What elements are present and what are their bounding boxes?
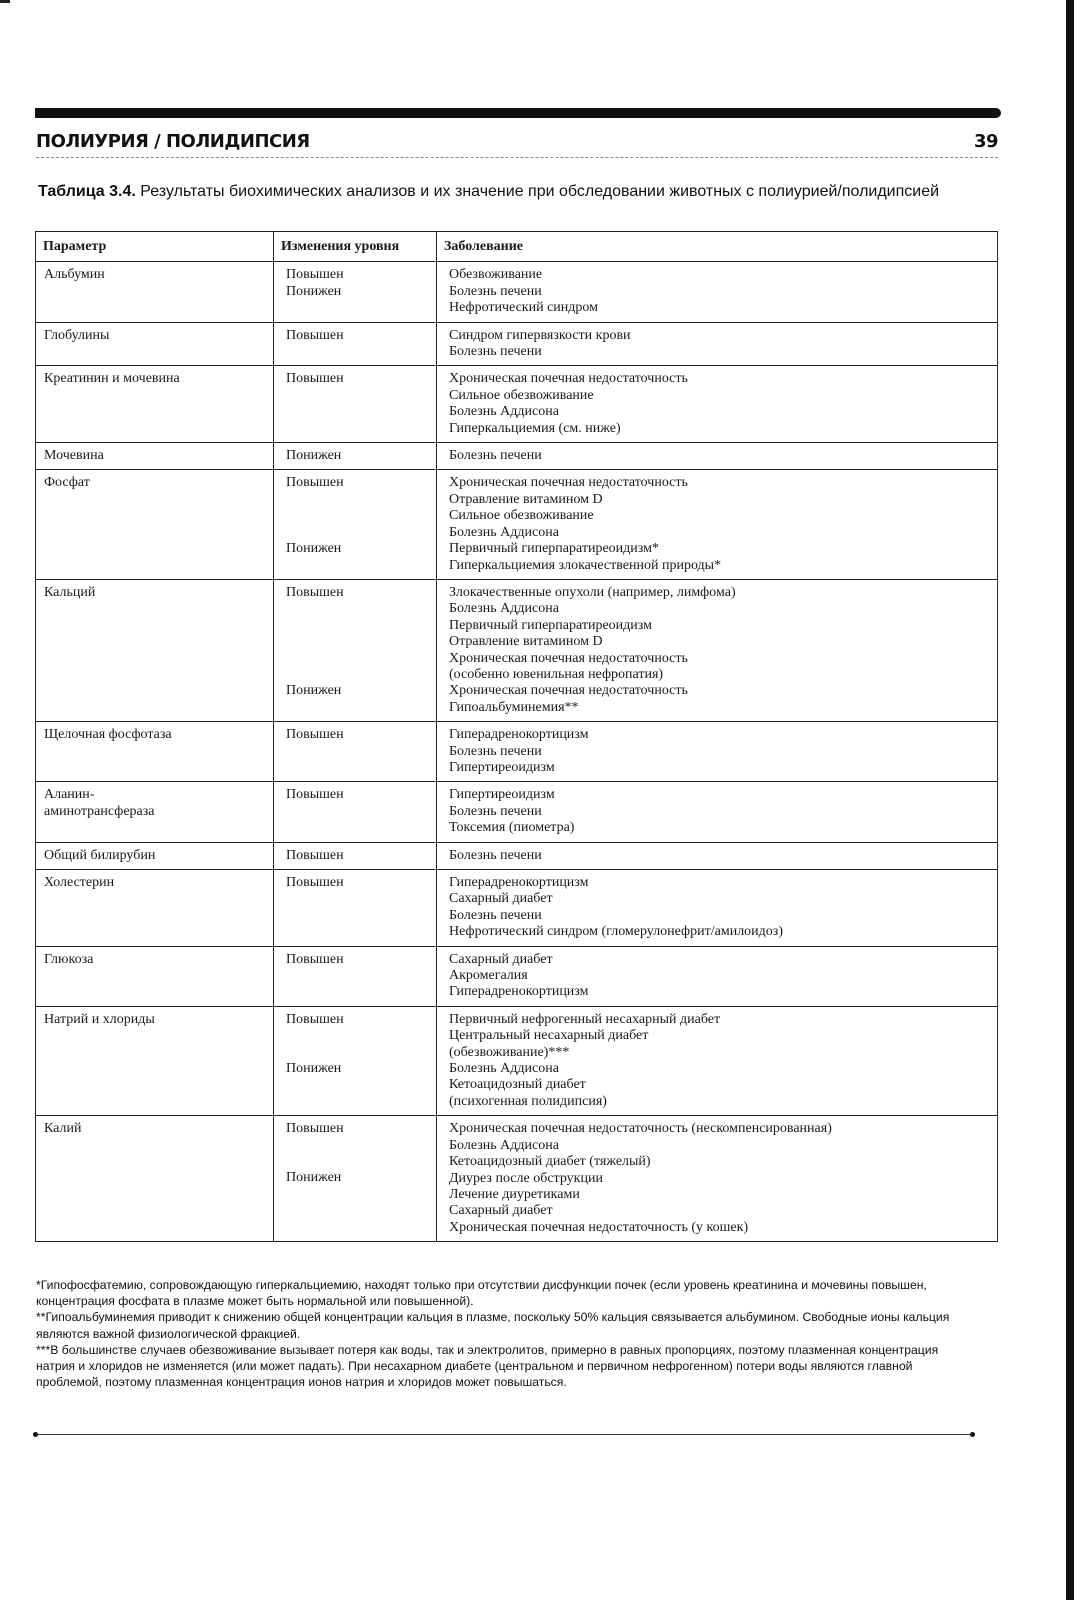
disease-line: Лечение диуретиками: [449, 1186, 580, 1202]
level-line: Повышен: [286, 371, 344, 387]
table-row: [36, 262, 998, 322]
level-line: Повышен: [286, 475, 344, 491]
disease-cell: [437, 322, 998, 366]
parameter-cell: [36, 262, 274, 322]
parameter-cell: [36, 1006, 274, 1115]
level-line: Понижен: [286, 283, 342, 299]
level-line: Понижен: [286, 541, 342, 557]
disease-line: Нефротический синдром: [449, 300, 599, 316]
disease-line: Болезнь печени: [449, 847, 542, 863]
footnotes: [36, 1277, 980, 1390]
level-line: [286, 525, 430, 541]
disease-line: Хроническая почечная недостаточность (нескомпенсированная): [449, 1121, 832, 1137]
column-header-disease: Заболевание: [437, 232, 998, 262]
header-rule: [35, 108, 1001, 118]
parameter-line: Щелочная фосфотаза: [44, 727, 172, 743]
level-line: Повышен: [286, 875, 344, 890]
level-cell: [274, 946, 437, 1006]
parameter-cell: [36, 1116, 274, 1242]
table-row: [36, 443, 998, 470]
disease-cell: [437, 1116, 998, 1242]
parameter-cell: [36, 946, 274, 1006]
rule-end-dot-right: [970, 1432, 975, 1437]
disease-line: Синдром гипервязкости крови: [449, 327, 631, 343]
disease-line: Нефротический синдром (гломерулонефрит/амилоидоз): [449, 924, 783, 940]
disease-line: Гиперадренокортицизм: [449, 984, 589, 1000]
level-line: Повышен: [286, 1121, 344, 1137]
running-head-underline: [36, 157, 998, 158]
level-line: [286, 667, 430, 683]
table-row: [36, 366, 998, 443]
disease-line: Кетоацидозный диабет: [449, 1077, 586, 1093]
table-row: [36, 870, 998, 947]
running-title: ПОЛИУРИЯ / ПОЛИДИПСИЯ: [36, 131, 310, 152]
footnote-3: ***В большинстве случаев обезвоживание вызывает потеря как воды, так и электролитов, примерно в равных пропорциях, поэтому плазменная концентрация натрия и хлоридов не изменяется (или может падать). При несахарном диабете (центральном и первичном нефрогенном) потери воды являются главной проблемой, поэтому плазменная концентрация ионов натрия и хлоридов может повышаться.: [36, 1342, 939, 1390]
disease-cell: [437, 366, 998, 443]
parameter-line: Фосфат: [44, 475, 90, 491]
disease-line: Гиперкальциемия злокачественной природы*: [449, 557, 722, 573]
disease-line: Первичный гиперпаратиреоидизм*: [449, 541, 659, 557]
table-caption-text: Результаты биохимических анализов и их значение при обследовании животных с полиурией/полидипсией: [140, 183, 940, 200]
scan-edge-bar: [1066, 0, 1074, 1600]
table-row: [36, 579, 998, 721]
disease-line: Болезнь Аддисона: [449, 524, 559, 540]
disease-line: Злокачественные опухоли (например, лимфома): [449, 584, 736, 600]
parameter-cell: [36, 722, 274, 782]
level-line: Повышен: [286, 847, 344, 863]
disease-cell: [437, 870, 998, 947]
parameter-line: Глюкоза: [44, 951, 94, 967]
disease-line: Хроническая почечная недостаточность (у кошек): [449, 1219, 749, 1235]
parameter-line: аминотрансфераза: [44, 803, 155, 819]
parameter-line: Глобулины: [44, 327, 110, 343]
level-cell: [274, 579, 437, 721]
parameter-line: Аланин-: [44, 787, 95, 803]
table-body: [36, 262, 998, 1242]
table-row: [36, 322, 998, 366]
disease-line: Гиперадренокортицизм: [449, 727, 589, 743]
disease-line: Болезнь печени: [449, 743, 542, 759]
table-caption-label: Таблица 3.4.: [38, 183, 136, 200]
disease-line: Болезнь печени: [449, 344, 542, 360]
table-header-row: [36, 232, 998, 262]
column-header-level: Изменения уровня: [274, 232, 437, 262]
parameter-line: Мочевина: [44, 448, 104, 464]
level-line: Повышен: [286, 787, 344, 803]
parameter-cell: [36, 870, 274, 947]
level-line: Понижен: [286, 1061, 342, 1077]
biochemistry-table: [35, 231, 998, 1242]
disease-line: Болезнь печени: [449, 448, 542, 464]
disease-line: Гипоальбуминемия**: [449, 699, 579, 715]
table-row: [36, 782, 998, 842]
level-cell: [274, 470, 437, 579]
disease-line: Болезнь печени: [449, 803, 542, 819]
disease-line: Токсемия (пиометра): [449, 820, 575, 836]
disease-line: (обезвоживание)***: [449, 1044, 570, 1060]
parameter-cell: [36, 470, 274, 579]
level-cell: [274, 262, 437, 322]
disease-cell: [437, 262, 998, 322]
disease-line: Кетоацидозный диабет (тяжелый): [449, 1154, 651, 1170]
disease-line: Акромегалия: [449, 968, 528, 984]
disease-line: Сахарный диабет: [449, 951, 553, 967]
disease-line: Первичный нефрогенный несахарный диабет: [449, 1011, 721, 1027]
disease-cell: [437, 782, 998, 842]
parameter-cell: [36, 782, 274, 842]
footnote-2: **Гипоальбуминемия приводит к снижению общей концентрации кальция в плазме, поскольку 50% кальция связывается альбумином. Свободные ионы кальция являются важной физиологической фракцией.: [36, 1310, 950, 1341]
level-line: Повышен: [286, 327, 344, 343]
level-line: [286, 492, 430, 508]
level-cell: [274, 870, 437, 947]
level-line: Повышен: [286, 1011, 344, 1027]
table-row: [36, 946, 998, 1006]
level-line: Понижен: [286, 448, 342, 464]
disease-line: (особенно ювенильная нефропатия): [449, 666, 664, 682]
parameter-cell: [36, 579, 274, 721]
disease-cell: [437, 470, 998, 579]
level-line: Понижен: [286, 1170, 342, 1186]
disease-line: Хроническая почечная недостаточность: [449, 683, 688, 699]
footnote-1: *Гипофосфатемию, сопровождающую гиперкальциемию, находят только при отсутствии дисфункции почек (если уровень креатинина и мочевины повышен, концентрация фосфата в плазме может быть нормальной или повышенной).: [36, 1278, 927, 1309]
disease-line: Первичный гиперпаратиреоидизм: [449, 617, 652, 633]
bottom-rule: [35, 1434, 975, 1435]
disease-cell: [437, 579, 998, 721]
parameter-cell: [36, 443, 274, 470]
disease-line: Сахарный диабет: [449, 1203, 553, 1219]
disease-line: Гипертиреоидизм: [449, 787, 555, 803]
disease-line: Диурез после обструкции: [449, 1170, 603, 1186]
parameter-cell: [36, 322, 274, 366]
disease-line: Сильное обезвоживание: [449, 508, 594, 524]
level-cell: [274, 1116, 437, 1242]
disease-line: Сахарный диабет: [449, 891, 553, 907]
level-line: [286, 1045, 430, 1061]
scan-edge-mark: [0, 0, 10, 3]
disease-line: Отравление витамином D: [449, 634, 603, 650]
disease-line: Обезвоживание: [449, 267, 543, 283]
disease-line: Болезнь Аддисона: [449, 404, 559, 420]
level-line: Повышен: [286, 727, 344, 743]
table-row: [36, 1116, 998, 1242]
rule-end-dot-left: [33, 1432, 38, 1437]
level-line: [286, 1138, 430, 1154]
table-caption: [38, 182, 978, 201]
table-row: [36, 1006, 998, 1115]
level-line: Повышен: [286, 951, 344, 967]
level-line: Повышен: [286, 584, 344, 600]
column-header-parameter: Параметр: [36, 232, 274, 262]
disease-line: Гипертиреоидизм: [449, 759, 555, 775]
level-line: Повышен: [286, 267, 344, 283]
level-line: [286, 634, 430, 650]
parameter-line: Общий билирубин: [44, 847, 156, 863]
level-cell: [274, 782, 437, 842]
parameter-line: Альбумин: [44, 267, 105, 283]
disease-cell: [437, 842, 998, 869]
disease-line: Болезнь Аддисона: [449, 1061, 559, 1077]
disease-line: Отравление витамином D: [449, 491, 603, 507]
level-cell: [274, 366, 437, 443]
level-line: [286, 508, 430, 524]
level-cell: [274, 842, 437, 869]
parameter-line: Креатинин и мочевина: [44, 371, 180, 387]
disease-line: Центральный несахарный диабет: [449, 1028, 649, 1044]
level-line: Понижен: [286, 683, 342, 699]
disease-line: Хроническая почечная недостаточность: [449, 371, 688, 387]
level-line: [286, 650, 430, 666]
parameter-line: Калий: [44, 1121, 82, 1137]
level-line: [286, 1154, 430, 1170]
parameter-line: Холестерин: [44, 875, 115, 890]
disease-line: Хроническая почечная недостаточность: [449, 475, 688, 491]
level-line: [286, 601, 430, 617]
level-cell: [274, 722, 437, 782]
disease-line: Болезнь печени: [449, 283, 542, 299]
disease-cell: [437, 1006, 998, 1115]
disease-line: Хроническая почечная недостаточность: [449, 650, 688, 666]
disease-line: Болезнь Аддисона: [449, 1137, 559, 1153]
disease-cell: [437, 443, 998, 470]
table-row: [36, 470, 998, 579]
level-cell: [274, 443, 437, 470]
disease-line: Сильное обезвоживание: [449, 387, 594, 403]
parameter-cell: [36, 366, 274, 443]
level-cell: [274, 1006, 437, 1115]
parameter-line: Натрий и хлориды: [44, 1011, 155, 1027]
disease-cell: [437, 722, 998, 782]
parameter-cell: [36, 842, 274, 869]
level-line: [286, 618, 430, 634]
level-cell: [274, 322, 437, 366]
disease-line: Болезнь печени: [449, 907, 542, 923]
page-number: 39: [973, 131, 998, 152]
table-row: [36, 842, 998, 869]
disease-line: Болезнь Аддисона: [449, 601, 559, 617]
disease-line: Гиперкальциемия (см. ниже): [449, 420, 621, 436]
table-row: [36, 722, 998, 782]
disease-cell: [437, 946, 998, 1006]
parameter-line: Кальций: [44, 584, 96, 600]
disease-line: Гиперадренокортицизм: [449, 875, 589, 890]
running-head: [36, 131, 998, 152]
level-line: [286, 1028, 430, 1044]
disease-line: (психогенная полидипсия): [449, 1093, 607, 1109]
